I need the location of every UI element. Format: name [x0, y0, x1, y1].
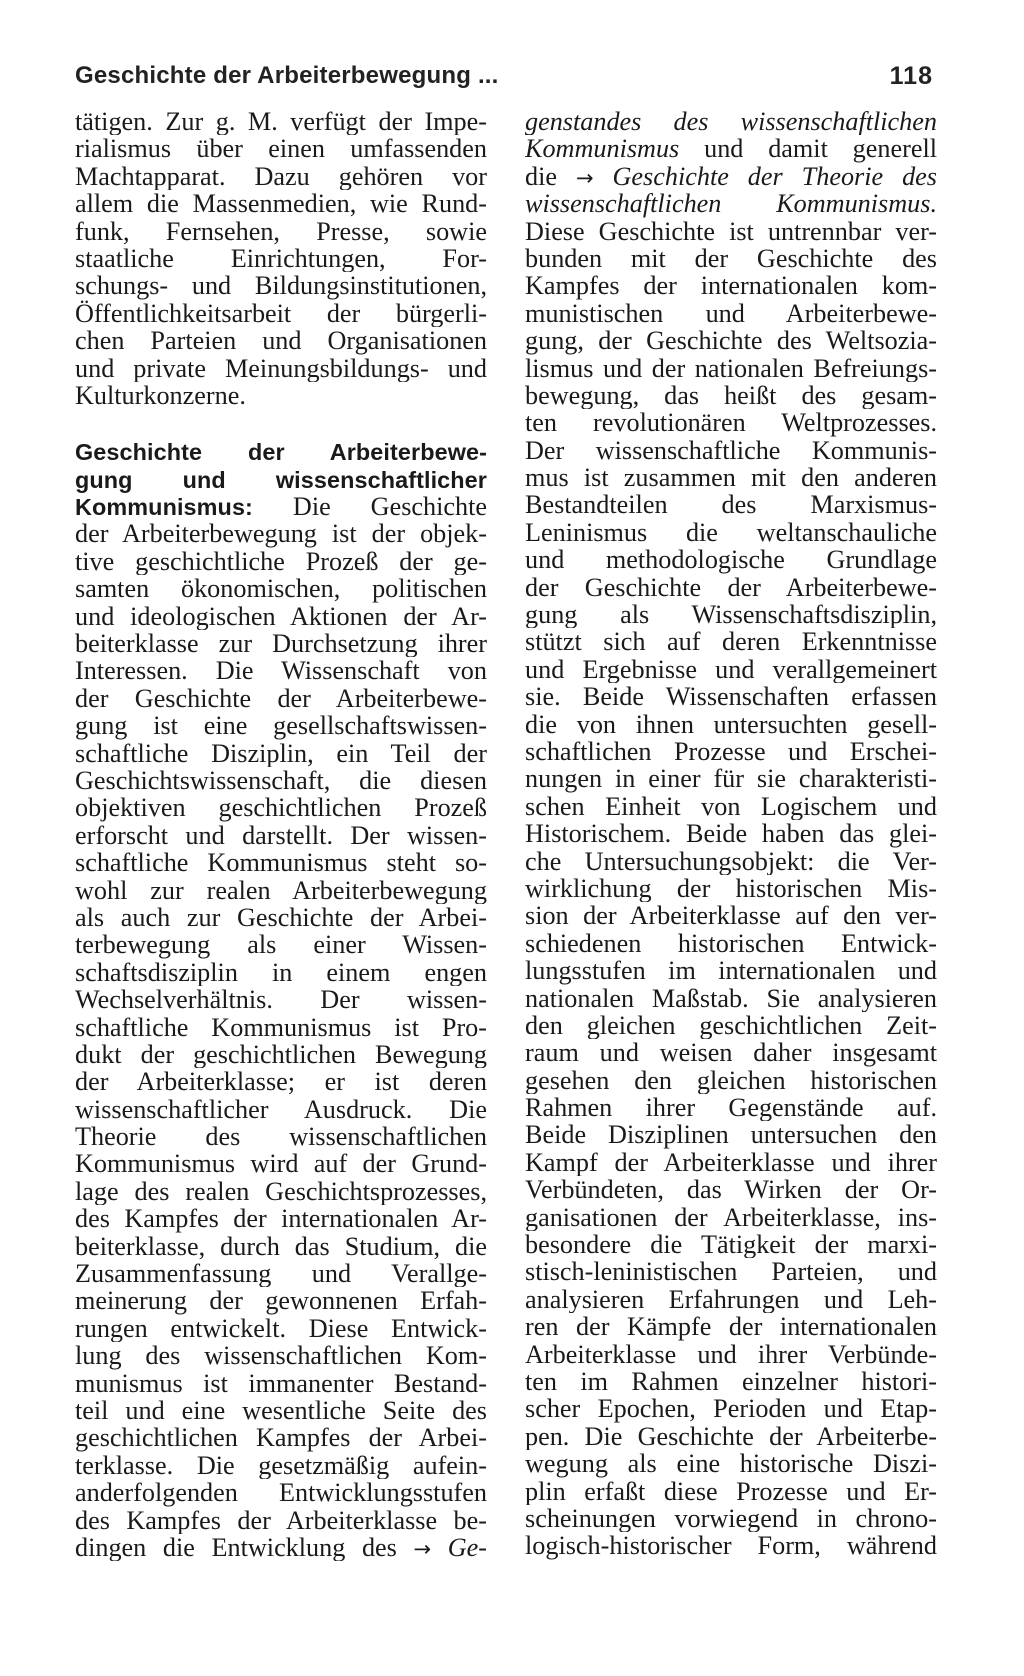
text-line: wohl zur realen Arbeiterbewegung — [75, 876, 487, 904]
text-line: tive geschichtliche Prozeß der ge- — [75, 547, 487, 576]
text-line: chen Parteien und Organisationen — [75, 327, 487, 355]
text-line: schaftsdisziplin in einem engen — [75, 958, 487, 987]
text-line: schaftliche Kommunismus steht so- — [75, 849, 487, 877]
text-line: pen. Die Geschichte der Arbeiterbe- — [525, 1422, 937, 1451]
cross-reference: Kommunismus — [525, 135, 680, 163]
text-line: Bestandteilen des Marxismus- — [525, 491, 937, 519]
text-fragment: Die Geschichte — [292, 493, 487, 521]
text-line: scheinungen vorwiegend in chrono- — [525, 1504, 937, 1533]
text-line: die von ihnen untersuchten gesell- — [525, 710, 937, 738]
text-line: Interessen. Die Wissenschaft von — [75, 657, 487, 685]
text-line: Leninismus die weltanschauliche — [525, 518, 937, 547]
text-line: der Arbeiterklasse; er ist deren — [75, 1068, 487, 1096]
text-line: schaftlichen Prozesse und Erschei- — [525, 737, 937, 766]
text-line: lage des realen Geschichtsprozesses, — [75, 1177, 487, 1206]
entry-headword: gung und wissenschaftlicher — [75, 466, 487, 493]
text-line: Machtapparat. Dazu gehören vor — [75, 162, 487, 191]
text-line: allem die Massenmedien, wie Rund- — [75, 190, 487, 218]
text-line: Theorie des wissenschaftlichen — [75, 1123, 487, 1151]
text-line: bewegung, das heißt des gesam- — [525, 381, 937, 410]
cross-reference: genstandes des wissenschaftlichen — [525, 108, 937, 136]
text-fragment: und damit generell — [704, 135, 937, 163]
text-line: gesehen den gleichen historischen — [525, 1066, 937, 1095]
text-line: dukt der geschichtlichen Bewegung — [75, 1040, 487, 1069]
entry-geschichte-der-arbeiterbewegung — [75, 438, 487, 1561]
text-line: scher Epochen, Perioden und Etap- — [525, 1395, 937, 1423]
text-line: schen Einheit von Logischem und — [525, 792, 937, 821]
cross-reference: Geschichte der Theorie des — [612, 162, 937, 191]
text-line: stisch-leninistischen Parteien, und — [525, 1258, 937, 1286]
text-fragment: dingen die Entwicklung des — [75, 1533, 397, 1562]
entry-headword: Geschichte der Arbeiterbewe- — [75, 439, 487, 466]
text-line: wissenschaftlicher Ausdruck. Die — [75, 1095, 487, 1124]
headword-line — [75, 438, 487, 465]
text-line: Kommunismus wird auf der Grund- — [75, 1150, 487, 1178]
text-line: Wechselverhältnis. Der wissen- — [75, 986, 487, 1014]
text-line: lungsstufen im internationalen und — [525, 957, 937, 985]
cross-reference-arrow: → — [413, 1536, 432, 1561]
text-line: Arbeiterklasse und ihrer Verbünde- — [525, 1340, 937, 1368]
text-line: und Ergebnisse und verallgemeinert — [525, 655, 937, 684]
text-line: che Untersuchungsobjekt: die Ver- — [525, 847, 937, 875]
text-line: samten ökonomischen, politischen — [75, 575, 487, 603]
text-line: Geschichtswissenschaft, die diesen — [75, 766, 487, 795]
text-line: schiedenen historischen Entwick- — [525, 929, 937, 958]
text-line: und methodologische Grundlage — [525, 546, 937, 574]
text-line: den gleichen geschichtlichen Zeit- — [525, 1011, 937, 1040]
text-line: erforscht und darstellt. Der wissen- — [75, 821, 487, 850]
text-line: ganisationen der Arbeiterklasse, ins- — [525, 1203, 937, 1232]
previous-entry-text — [75, 108, 487, 409]
text-line: ren der Kämpfe der internationalen — [525, 1313, 937, 1341]
text-line: schaftliche Disziplin, ein Teil der — [75, 739, 487, 767]
text-line: und private Meinungsbildungs- und — [75, 354, 487, 382]
text-line: munistischen und Arbeiterbewe- — [525, 299, 937, 328]
text-line: munismus ist immanenter Bestand- — [75, 1369, 487, 1397]
text-line: tätigen. Zur g. M. verfügt der Impe- — [75, 108, 487, 136]
page-number: 118 — [889, 61, 933, 90]
text-line: funk, Fernsehen, Presse, sowie — [75, 217, 487, 245]
text-line: objektiven geschichtlichen Prozeß — [75, 794, 487, 822]
text-line: und ideologischen Aktionen der Ar- — [75, 602, 487, 631]
text-line: Kulturkonzerne. — [75, 381, 246, 410]
cross-reference: wissenschaftlichen Kommunismus. — [525, 190, 937, 218]
text-line: Kampf der Arbeiterklasse und ihrer — [525, 1148, 937, 1177]
text-line: Verbündeten, das Wirken der Or- — [525, 1176, 937, 1204]
text-line: ten im Rahmen einzelner histori- — [525, 1367, 937, 1396]
text-line: der Geschichte der Arbeiterbewe- — [75, 684, 487, 713]
cross-reference-arrow: → — [575, 165, 594, 190]
text-line: als auch zur Geschichte der Arbei- — [75, 903, 487, 932]
text-line: ten revolutionären Weltprozesses. — [525, 409, 937, 437]
headword-line — [75, 466, 487, 493]
text-line: schaftliche Kommunismus ist Pro- — [75, 1013, 487, 1041]
text-line: Rahmen ihrer Gegenstände auf. — [525, 1094, 937, 1122]
text-line: des Kampfes der internationalen Ar- — [75, 1205, 487, 1233]
text-line: logisch-historischer Form, während — [525, 1532, 937, 1560]
text-line: lung des wissenschaftlichen Kom- — [75, 1342, 487, 1370]
text-fragment: die — [525, 162, 557, 191]
text-line: beiterklasse, durch das Studium, die — [75, 1232, 487, 1261]
text-line: mus ist zusammen mit den anderen — [525, 464, 937, 492]
text-line: gung als Wissenschaftsdisziplin, — [525, 601, 937, 629]
text-line: Der wissenschaftliche Kommunis- — [525, 436, 937, 465]
text-line: geschichtlichen Kampfes der Arbei- — [75, 1424, 487, 1452]
text-line: sion der Arbeiterklasse auf den ver- — [525, 902, 937, 930]
running-title: Geschichte der Arbeiterbewegung ... — [75, 62, 499, 89]
text-line — [75, 1534, 487, 1561]
right-column — [525, 108, 937, 1560]
text-line: anderfolgenden Entwicklungsstufen — [75, 1479, 487, 1507]
text-line: nungen in einer für sie charakteristi- — [525, 765, 937, 793]
text-line: terbewegung als einer Wissen- — [75, 931, 487, 959]
text-line: plin erfaßt diese Prozesse und Er- — [525, 1477, 937, 1505]
text-line: Zusammenfassung und Verallge- — [75, 1260, 487, 1288]
text-line: staatliche Einrichtungen, For- — [75, 244, 487, 273]
text-line: beiterklasse zur Durchsetzung ihrer — [75, 630, 487, 658]
text-line: gung ist eine gesellschaftswissen- — [75, 712, 487, 740]
text-line: stützt sich auf deren Erkenntnisse — [525, 628, 937, 656]
text-line: meinerung der gewonnenen Erfah- — [75, 1287, 487, 1315]
text-line: raum und weisen daher insgesamt — [525, 1039, 937, 1067]
text-line: wirklichung der historischen Mis- — [525, 874, 937, 903]
text-line: analysieren Erfahrungen und Leh- — [525, 1285, 937, 1314]
text-line: rialismus über einen umfassenden — [75, 135, 487, 163]
text-line: Historischem. Beide haben das glei- — [525, 820, 937, 848]
page-header — [75, 58, 933, 94]
text-line: Öffentlichkeitsarbeit der bürgerli- — [75, 299, 487, 328]
text-line: gung, der Geschichte des Weltsozia- — [525, 327, 937, 355]
text-line: teil und eine wesentliche Seite des — [75, 1396, 487, 1425]
text-line: wegung als eine historische Diszi- — [525, 1450, 937, 1478]
entry-headword: Kommunismus: — [75, 494, 253, 521]
text-line: Beide Disziplinen untersuchen den — [525, 1121, 937, 1149]
text-line: der Geschichte der Arbeiterbewe- — [525, 573, 937, 602]
text-line: der Arbeiterbewegung ist der objek- — [75, 520, 487, 548]
cross-reference: Ge- — [447, 1533, 487, 1562]
text-line: rungen entwickelt. Diese Entwick- — [75, 1314, 487, 1343]
text-line: besondere die Tätigkeit der marxi- — [525, 1231, 937, 1259]
text-line — [525, 135, 937, 162]
text-line: bunden mit der Geschichte des — [525, 244, 937, 273]
headword-line — [75, 493, 487, 520]
text-line: sie. Beide Wissenschaften erfassen — [525, 683, 937, 711]
left-column — [75, 108, 487, 1561]
entry-separator — [75, 409, 487, 438]
text-line: schungs- und Bildungsinstitutionen, — [75, 272, 487, 300]
text-line: terklasse. Die gesetzmäßig aufein- — [75, 1451, 487, 1480]
text-line: lismus und der nationalen Befreiungs- — [525, 354, 937, 382]
text-line: nationalen Maßstab. Sie analysieren — [525, 984, 937, 1012]
text-line: Diese Geschichte ist untrennbar ver- — [525, 217, 937, 245]
text-line: des Kampfes der Arbeiterklasse be- — [75, 1506, 487, 1534]
text-line: Kampfes der internationalen kom- — [525, 272, 937, 300]
text-line — [525, 163, 937, 190]
